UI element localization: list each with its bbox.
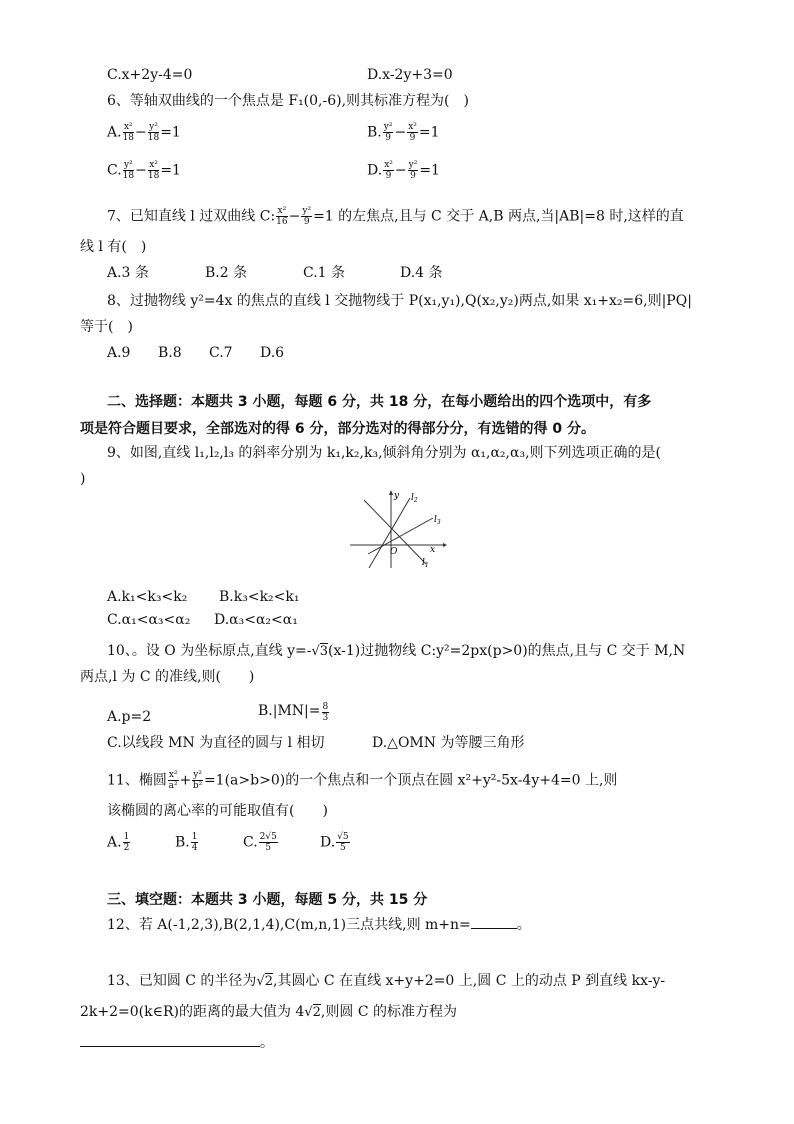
q6-option-d: D. $\frac{\text{x²}}{9}$ − $\frac{\text{y²}}{9}$ =1 (367, 160, 440, 181)
l1-label: $l_1$ (422, 558, 429, 569)
q8-stem: 8、过抛物线 y²=4x 的焦点的直线 l 交抛物线于 P(x₁,y₁),Q(x₂,y₂)两点,如果 x₁+x₂=6,则|PQ| (107, 293, 692, 309)
q13-answer-line: 。 (80, 1034, 274, 1052)
q9-option-c: C.α₁<α₃<α₂ (107, 612, 191, 628)
line-l2 (369, 498, 410, 568)
q12-answer-blank (471, 928, 517, 929)
q9-option-b: B.k₃<k₂<k₁ (219, 589, 300, 605)
q13-answer-blank (80, 1046, 260, 1047)
l3-label: $l_3$ (434, 515, 441, 526)
l2-label: $l_2$ (411, 493, 418, 504)
q9-stem-line2: ) (80, 471, 86, 487)
q9-figure (346, 488, 450, 570)
q8-option-d: D.6 (260, 345, 285, 361)
origin-label: O (390, 547, 398, 557)
q10-stem-line2: 两点,l 为 C 的准线,则( ) (80, 669, 255, 685)
q7-stem-line2: 线 l 有( ) (80, 239, 147, 255)
q9-stem: 9、如图,直线 l₁,l₂,l₃ 的斜率分别为 k₁,k₂,k₃,倾斜角分别为 α₁,α₂,α₃,则下列选项正确的是( (107, 445, 661, 461)
q6-stem: 6、等轴双曲线的一个焦点是 F₁(0,-6),则其标准方程为( ) (107, 93, 469, 109)
y-axis-label: y (394, 491, 400, 501)
q7-option-d: D.4 条 (400, 265, 443, 281)
q10-option-d: D.△OMN 为等腰三角形 (372, 735, 525, 751)
q11-stem-line2: 该椭圆的离心率的可能取值有( ) (107, 803, 328, 819)
x-axis-label: x (430, 545, 436, 555)
q13-stem: 13、已知圆 C 的半径为√2,其圆心 C 在直线 x+y+2=0 上,圆 C 上的动点 P 到直线 kx-y- (107, 973, 666, 989)
q10-option-c: C.以线段 MN 为直径的圆与 l 相切 (107, 735, 325, 751)
q7-option-a: A.3 条 (107, 265, 149, 281)
q8-stem-line2: 等于( ) (80, 319, 133, 335)
q6-option-a: A. $\frac{\text{x²}}{18}$ − $\frac{\text{y²}}{18}$ =1 (107, 122, 181, 143)
section2-heading: 二、选择题：本题共 3 小题，每题 6 分，共 18 分，在每小题给出的四个选项中，有多 (107, 394, 652, 410)
q6-option-c: C. $\frac{\text{y²}}{18}$ − $\frac{\text{x²}}{18}$ =1 (107, 160, 181, 181)
section2-heading-line2: 项是符合题目要求，全部选对的得 6 分，部分选对的得部分分，有选错的得 0 分。 (80, 421, 595, 437)
q11-stem: 11、椭圆 $\frac{\text{x²}}{\text{a²}}$ + $\frac{\text{y²}}{\text{b²}}$ =1(a>b>0)的一个焦点和一个顶点在圆 x²+y²-5x-4y+4=0 上,则 (107, 770, 618, 791)
q7-option-c: C.1 条 (303, 265, 346, 281)
section3-heading: 三、填空题：本题共 3 小题，每题 5 分，共 15 分 (107, 892, 428, 908)
q5-option-c: C.x+2y-4=0 (107, 67, 193, 83)
q8-option-b: B.8 (158, 345, 182, 361)
q9-option-d: D.α₃<α₂<α₁ (214, 612, 298, 628)
line-l3 (368, 518, 436, 555)
q9-option-a: A.k₁<k₃<k₂ (107, 589, 188, 605)
q5-option-d: D.x-2y+3=0 (367, 67, 453, 83)
q7-option-b: B.2 条 (205, 265, 248, 281)
q11-option-b: B. $\frac{1}{4}$ (175, 832, 198, 853)
q11-option-a: A. $\frac{1}{2}$ (107, 832, 130, 853)
q8-option-a: A.9 (107, 345, 131, 361)
q10-stem: 10、。设 O 为坐标原点,直线 y=-√3(x-1)过抛物线 C:y²=2px(p>0)的焦点,且与 C 交于 M,N (107, 643, 686, 659)
q8-option-c: C.7 (209, 345, 233, 361)
q12-stem: 12、若 A(-1,2,3),B(2,1,4),C(m,n,1)三点共线,则 m+n= 。 (107, 917, 531, 933)
q10-option-a: A.p=2 (107, 709, 152, 725)
q11-option-c: C. $\frac{2√5}{5}$ (243, 832, 277, 853)
q6-option-b: B. $\frac{\text{y²}}{9}$ − $\frac{\text{x²}}{9}$ =1 (367, 122, 440, 143)
q7-stem: 7、已知直线 l 过双曲线 C: $\frac{\text{x²}}{16}$ − $\frac{\text{y²}}{9}$ =1 的左焦点,且与 C 交于 A,B 两点,当|AB|=8 时,这样的直 (107, 206, 684, 227)
q13-stem-line2: 2k+2=0(k∈R)的距离的最大值为 4√2,则圆 C 的标准方程为 (80, 1004, 457, 1020)
q10-option-b: B.|MN|= $\frac{8}{3}$ (258, 702, 329, 723)
q11-option-d: D. $\frac{√5}{5}$ (320, 832, 349, 853)
